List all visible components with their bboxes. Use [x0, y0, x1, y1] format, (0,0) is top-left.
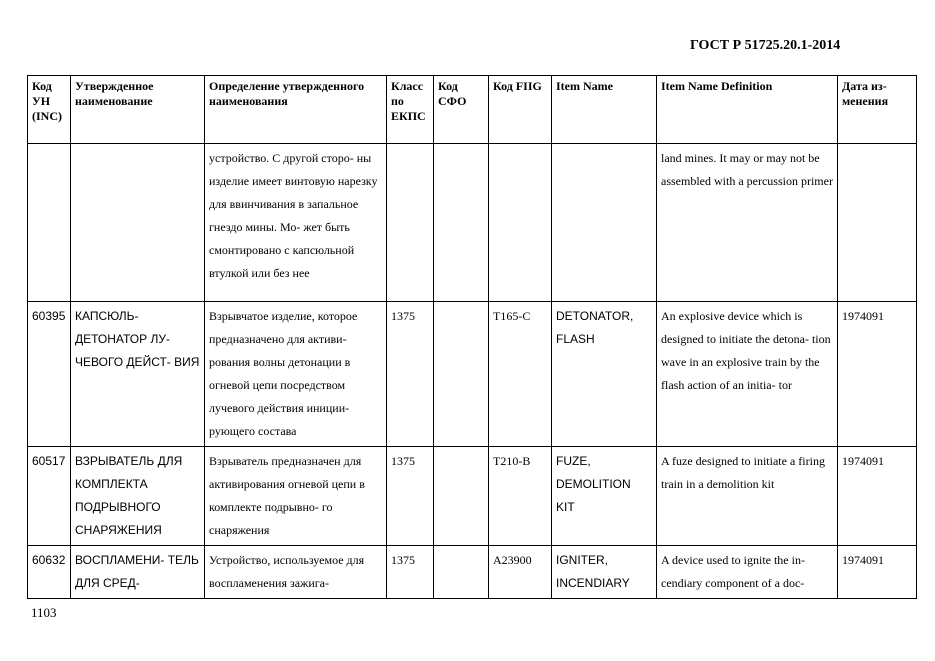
cell-item-name: DETONATOR, FLASH: [552, 302, 657, 447]
cell-definition: Устройство, используемое для воспламенения зажига-: [205, 546, 387, 599]
cell-item-definition: An explosive device which is designed to initiate the detona- tion wave in an explosive train by the flash action of an initia- tor: [657, 302, 838, 447]
cell-date: [838, 144, 917, 302]
cell-definition: устройство. С другой сторо- ны изделие имеет винтовую нарезку для ввинчивания в запальное гнездо мины. Мо- жет быть смонтировано с капсюльной втулкой или без нее: [205, 144, 387, 302]
cell-item-definition: A device used to ignite the in- cendiary component of a doc-: [657, 546, 838, 599]
cell-definition: Взрыватель предназначен для активирования огневой цепи в комплекте подрывно- го снаряжения: [205, 447, 387, 546]
cell-name: КАПСЮЛЬ- ДЕТОНАТОР ЛУ- ЧЕВОГО ДЕЙСТ- ВИЯ: [71, 302, 205, 447]
cell-fiig: T165-C: [489, 302, 552, 447]
col-header-code-inc: Код УН (INC): [28, 76, 71, 144]
col-header-class-ekps: Класс по ЕКПС: [387, 76, 434, 144]
standard-title: ГОСТ Р 51725.20.1-2014: [690, 38, 841, 53]
cell-code: 60517: [28, 447, 71, 546]
cell-date: 1974091: [838, 447, 917, 546]
col-header-change-date: Дата из- менения: [838, 76, 917, 144]
cell-class: 1375: [387, 546, 434, 599]
cell-sfo: [434, 144, 489, 302]
col-header-definition: Определение утвержденного наименования: [205, 76, 387, 144]
table-row: [28, 546, 917, 599]
cell-class: 1375: [387, 447, 434, 546]
cell-date: 1974091: [838, 546, 917, 599]
table-header-row: [28, 76, 917, 144]
col-header-item-name: Item Name: [552, 76, 657, 144]
cell-item-definition: land mines. It may or may not be assembled with a percussion primer: [657, 144, 838, 302]
cell-class: 1375: [387, 302, 434, 447]
cell-item-name: [552, 144, 657, 302]
cell-name: [71, 144, 205, 302]
cell-item-name: IGNITER, INCENDIARY: [552, 546, 657, 599]
cell-item-name: FUZE, DEMOLITION KIT: [552, 447, 657, 546]
page-number: 1103: [31, 605, 57, 620]
cell-code: [28, 144, 71, 302]
col-header-approved-name: Утвержденное наименование: [71, 76, 205, 144]
cell-sfo: [434, 546, 489, 599]
cell-fiig: [489, 144, 552, 302]
table-row: [28, 447, 917, 546]
items-table: [27, 75, 917, 599]
cell-code: 60632: [28, 546, 71, 599]
col-header-code-sfo: Код СФО: [434, 76, 489, 144]
cell-fiig: A23900: [489, 546, 552, 599]
col-header-item-name-definition: Item Name Definition: [657, 76, 838, 144]
cell-item-definition: A fuze designed to initiate a firing train in a demolition kit: [657, 447, 838, 546]
cell-name: ВОСПЛАМЕНИ- ТЕЛЬ ДЛЯ СРЕД-: [71, 546, 205, 599]
cell-sfo: [434, 447, 489, 546]
col-header-code-fiig: Код FIIG: [489, 76, 552, 144]
cell-fiig: T210-B: [489, 447, 552, 546]
cell-definition: Взрывчатое изделие, которое предназначено для активи- рования волны детонации в огневой цепи посредством лучевого действия иниции- рующего состава: [205, 302, 387, 447]
table-row: [28, 302, 917, 447]
cell-code: 60395: [28, 302, 71, 447]
cell-date: 1974091: [838, 302, 917, 447]
table-row: [28, 144, 917, 302]
cell-name: ВЗРЫВАТЕЛЬ ДЛЯ КОМПЛЕКТА ПОДРЫВНОГО СНАРЯЖЕНИЯ: [71, 447, 205, 546]
cell-class: [387, 144, 434, 302]
cell-sfo: [434, 302, 489, 447]
